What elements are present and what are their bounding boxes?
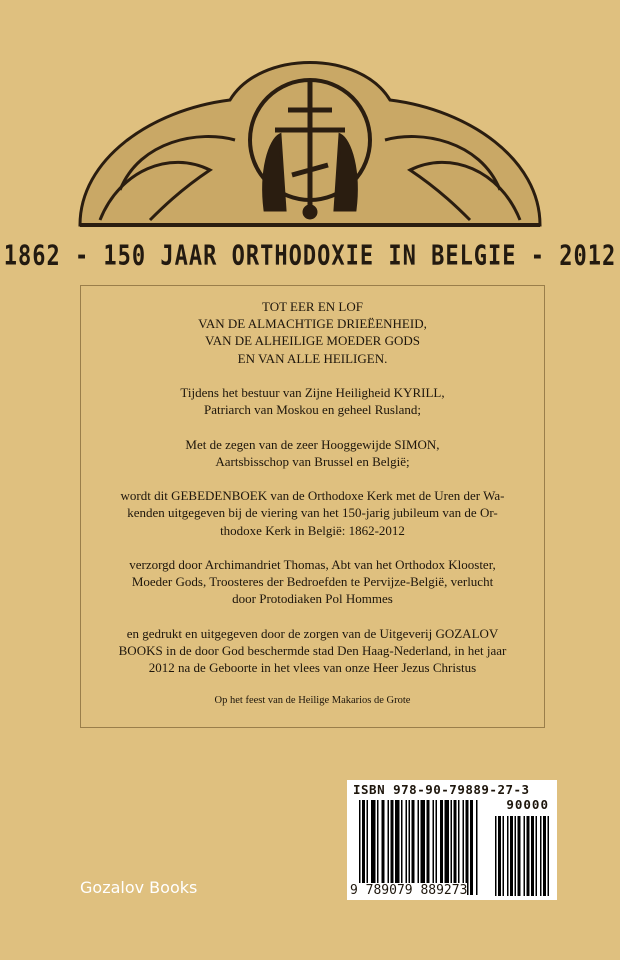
barcode-bar <box>470 800 472 895</box>
barcode-addon-bar <box>500 816 502 896</box>
barcode-bar <box>395 800 397 895</box>
barcode-bar <box>362 800 364 895</box>
publisher-name: Gozalov Books <box>80 878 198 897</box>
text-line: Met de zegen van de zeer Hooggewijde SIMON, <box>185 436 440 452</box>
barcode-bar <box>418 800 420 895</box>
barcode-bar <box>409 800 411 895</box>
dedication-text-box <box>80 285 545 728</box>
barcode-bar <box>436 800 438 895</box>
text-line: Moeder Gods, Troosteres der Bedroefden te Pervijze-België, verlucht <box>131 574 494 590</box>
barcode-bar <box>446 800 448 895</box>
paragraph-archbishop <box>81 436 544 470</box>
dedication-line: VAN DE ALMACHTIGE DRIEËENHEID, <box>198 316 427 332</box>
feast-note: Op het feest van de Heilige Makarios de Grote <box>214 694 411 706</box>
text-line: Patriarch van Moskou en geheel Rusland; <box>204 402 421 418</box>
isbn-addon: 90000 <box>506 797 549 812</box>
ornament-crucifixion-illustration <box>60 40 560 230</box>
barcode-addon-bar <box>510 816 512 896</box>
barcode-bar <box>397 800 399 895</box>
anniversary-banner: 1862 - 150 JAAR ORTHODOXIE IN BELGIE - 2012 <box>3 240 617 273</box>
barcode-addon-bar <box>543 816 545 896</box>
barcode-bar <box>388 800 390 895</box>
barcode-digits: 9 789079 889273 <box>350 883 468 898</box>
barcode-addon-bar <box>515 816 517 896</box>
barcode-addon-bar <box>524 816 526 896</box>
barcode-bar <box>406 800 408 895</box>
barcode-bar <box>401 800 403 895</box>
dedication-line: EN VAN ALLE HEILIGEN. <box>237 350 388 366</box>
barcode-bar <box>413 800 415 895</box>
barcode-bar <box>422 800 424 895</box>
barcode-bar <box>463 800 465 895</box>
text-line: 2012 na de Geboorte in het vlees van onze Heer Jezus Christus <box>148 660 477 676</box>
barcode-addon-bar <box>540 816 542 896</box>
barcode-bar <box>472 800 474 895</box>
barcode-bar <box>382 800 384 895</box>
text-line: thodoxe Kerk in België: 1862-2012 <box>220 522 405 538</box>
barcode-bar <box>364 800 366 895</box>
barcode-bar <box>445 800 447 895</box>
barcode-bar <box>451 800 453 895</box>
barcode-bar <box>391 800 393 895</box>
barcode-addon-bar <box>518 816 520 896</box>
barcode-bar <box>466 800 468 895</box>
barcode-bar <box>440 800 442 895</box>
barcode-addon-bar <box>528 816 530 896</box>
paragraph-patriarch <box>81 384 544 418</box>
text-line: wordt dit GEBEDENBOEK van de Orthodoxe Kerk met de Uren der Wa- <box>120 488 505 504</box>
barcode-bar <box>427 800 429 895</box>
text-line: verzorgd door Archimandriet Thomas, Abt van het Orthodox Klooster, <box>129 556 496 572</box>
barcode-addon-bar <box>548 816 550 896</box>
barcode-bar <box>359 800 361 895</box>
barcode-bar <box>458 800 460 895</box>
paragraph-publisher <box>81 625 544 677</box>
barcode-addon-bar <box>545 816 547 896</box>
barcode-addon-bar <box>533 816 535 896</box>
barcode-bar <box>383 800 385 895</box>
paragraph-prayerbook <box>81 487 544 539</box>
barcode-bar <box>412 800 414 895</box>
isbn-label: ISBN 978-90-79889-27-3 <box>353 782 530 797</box>
barcode-bar <box>424 800 426 895</box>
barcode-bar <box>428 800 430 895</box>
barcode-bar <box>455 800 457 895</box>
barcode-bar <box>377 800 379 895</box>
barcode-bar <box>367 800 369 895</box>
barcode-addon-bar <box>498 816 500 896</box>
barcode-bar <box>448 800 450 895</box>
text-line: en gedrukt en uitgegeven door de zorgen van de Uitgeverij GOZALOV <box>126 625 499 641</box>
barcode-bar <box>371 800 373 895</box>
dedication-line: VAN DE ALHEILIGE MOEDER GODS <box>205 333 420 349</box>
text-line: door Protodiaken Pol Hommes <box>232 591 393 607</box>
barcode-bar <box>454 800 456 895</box>
text-line: BOOKS in de door God beschermde stad Den Haag-Nederland, in het jaar <box>118 642 507 658</box>
barcode-addon-bar <box>536 816 538 896</box>
text-line: Aartsbisschop van Brussel en België; <box>215 453 410 469</box>
barcode-bar <box>421 800 423 895</box>
barcode-addon-bar <box>507 816 509 896</box>
barcode-addon-bar <box>527 816 529 896</box>
dedication-line: TOT EER EN LOF <box>262 299 363 314</box>
text-line: kenden uitgegeven bij de viering van het 150-jarig jubileum van de Or- <box>127 505 498 521</box>
barcode-bar <box>476 800 478 895</box>
barcode-bar <box>433 800 435 895</box>
barcode-addon-bar <box>531 816 533 896</box>
barcode-addon-bar <box>519 816 521 896</box>
barcode-addon-bar <box>512 816 514 896</box>
barcode-bar <box>392 800 394 895</box>
barcode-bar <box>398 800 400 895</box>
dedication <box>81 298 544 367</box>
barcode-bar <box>374 800 376 895</box>
text-line: Tijdens het bestuur van Zijne Heiligheid KYRILL, <box>180 385 445 400</box>
isbn-barcode <box>347 780 557 900</box>
barcode-bar <box>373 800 375 895</box>
barcode-addon-bar <box>495 816 497 896</box>
paragraph-editor <box>81 556 544 608</box>
barcode-bar <box>442 800 444 895</box>
barcode-addon-bar <box>503 816 505 896</box>
barcode-bar <box>467 800 469 895</box>
